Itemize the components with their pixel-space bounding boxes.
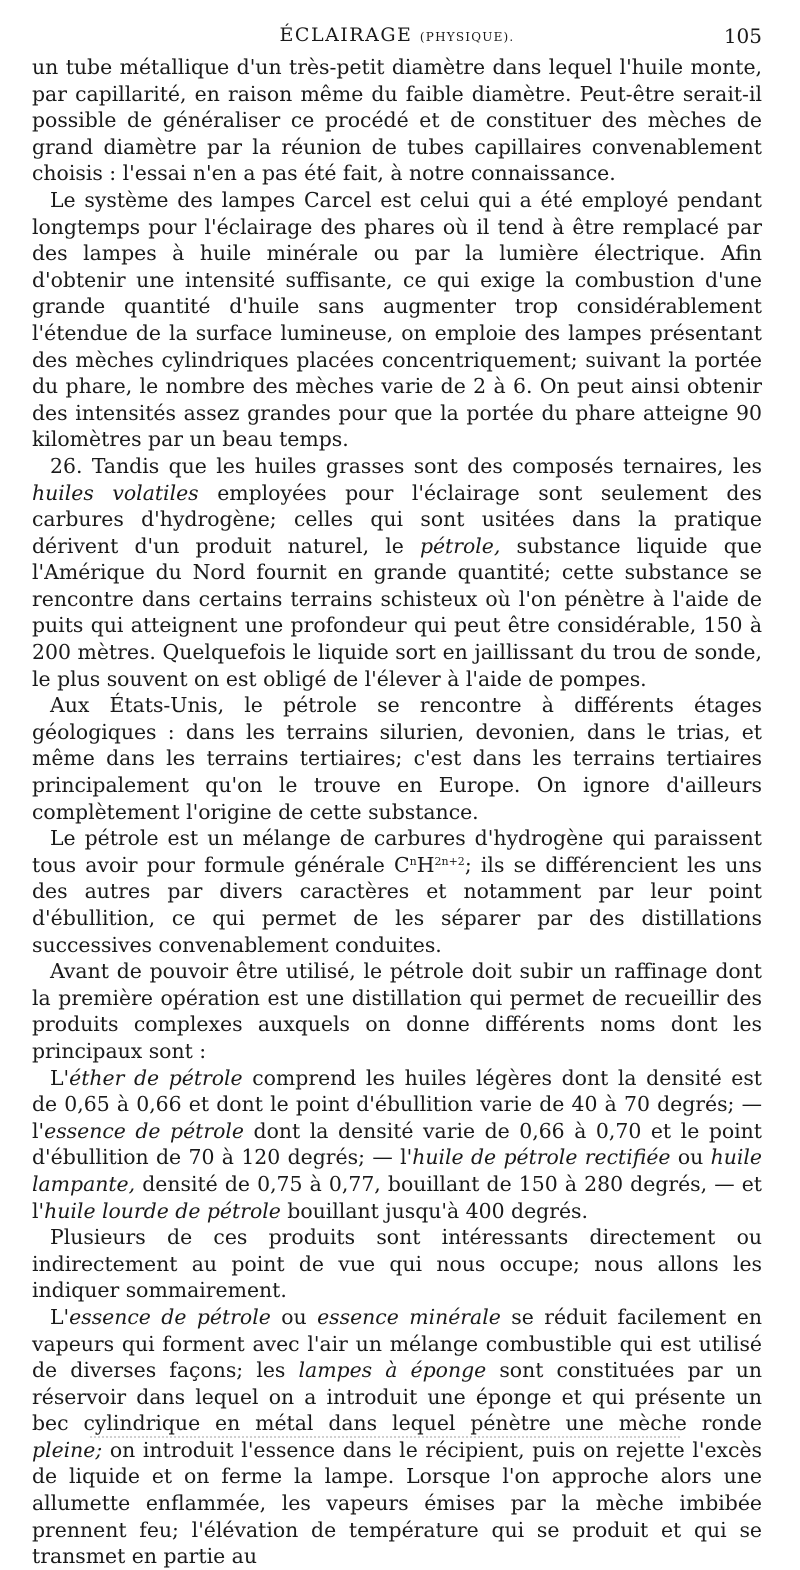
text-run: Plusieurs de ces produits sont intéressants directement ou indirectement au point de vue qui nous occupe; nous allons les indiquer sommairement. (32, 1225, 762, 1303)
text-run: employées pour l'éclairage sont seulement des carbures d'hydrogène; celles qui sont usitées dans la pratique dérivent d'un produit naturel, le (32, 480, 762, 558)
italic-text: huiles volatiles (32, 480, 199, 505)
text-run: bouillant jusqu'à 400 degrés. (280, 1198, 588, 1223)
running-header (32, 24, 762, 54)
text-run: Avant de pouvoir être utilisé, le pétrole doit subir un raffinage dont la première opération est une distillation qui permet de recueillir des produits complexes auxquels on donne différents noms dont les principaux sont : (32, 959, 762, 1063)
italic-text: huile lampante, (32, 1145, 762, 1196)
text-run: un tube métallique d'un très-petit diamètre dans lequel l'huile monte, par capillarité, en raison même du faible diamètre. Peut-être serait-il possible de généraliser ce procédé et de constituer des mèches de grand diamètre par la réunion de tubes capillaires convenablement choisis : l'essai n'en a pas été fait, à notre connaissance. (32, 55, 762, 186)
text-run: dont la densité varie de 0,66 à 0,70 et le point d'ébullition de 70 à 120 degrés; — l' (32, 1118, 762, 1170)
bleed-through-marks (90, 1428, 680, 1438)
paragraph (32, 958, 762, 1064)
text-run: L' (50, 1065, 70, 1090)
italic-text: essence de pétrole (44, 1118, 244, 1143)
page-number: 105 (723, 24, 762, 48)
paragraph (32, 825, 762, 958)
text-run: densité de 0,75 à 0,77, bouillant de 150 à 280 degrés, — et l' (32, 1171, 762, 1223)
text-run: ; ils se différencient les uns des autres par divers caractères et notamment par leur point d'ébullition, ce qui permet de les séparer par des distillations successives convenablement conduites. (32, 852, 762, 957)
text-run: ou (270, 1304, 318, 1329)
italic-text: pétrole, (419, 533, 501, 558)
text-run: on introduit l'essence dans le récipient, puis on rejette l'excès de liquide et on ferme la lampe. Lorsque l'on approche alors une allumette enflammée, les vapeurs émises par la mèche imbibée prennent feu; l'élévation de température qui se produit et qui se transmet en partie au (32, 1437, 762, 1569)
italic-text: huile lourde de pétrole (44, 1198, 281, 1223)
italic-text: essence de pétrole (69, 1304, 271, 1329)
text-run: ou (670, 1145, 711, 1170)
text-run: substance liquide que l'Amérique du Nord fournit en grande quantité; cette substance se rencontre dans certains terrains schisteux où l'on pénètre à l'aide de puits qui atteignent une profondeur qui peut être considérable, 150 à 200 mètres. Quelquefois le liquide sort en jaillissant du trou de sonde, le plus souvent on est obligé de l'élever à l'aide de pompes. (32, 533, 762, 691)
text-run: L' (50, 1304, 70, 1329)
text-run: H (416, 852, 435, 877)
text-run: comprend les huiles légères dont la densité est de 0,65 à 0,66 et dont le point d'ébullition varie de 40 à 70 degrés; — l' (32, 1065, 762, 1143)
paragraph (32, 187, 762, 453)
paragraph (32, 1224, 762, 1304)
text-run: 26. Tandis que les huiles grasses sont des composés ternaires, les (50, 453, 762, 478)
text-run: sont constituées par un réservoir dans lequel on a introduit une éponge et qui présente un bec cylindrique en métal dans lequel pénètre une mèche ronde (32, 1358, 762, 1436)
paragraph (32, 1065, 762, 1225)
text-run: Le pétrole est un mélange de carbures d'hydrogène qui paraissent tous avoir pour formule générale C (32, 826, 762, 877)
header-title: ÉCLAIRAGE (PHYSIQUE). (279, 24, 515, 46)
page-body (32, 54, 762, 1570)
italic-text: éther de pétrole (69, 1065, 243, 1090)
superscript: n (409, 854, 417, 868)
text-run: Le système des lampes Carcel est celui qui a été employé pendant longtemps pour l'éclairage des phares où il tend à être remplacé par des lampes à huile minérale ou par la lumière électrique. Afin d'obtenir une intensité suffisante, ce qui exige la combustion d'une grande quantité d'huile sans augmenter trop considérablement l'étendue de la surface lumineuse, on emploie des lampes présentant des mèches cylindriques placées concentriquement; suivant la portée du phare, le nombre des mèches varie de 2 à 6. On peut ainsi obtenir des intensités assez grandes pour que la portée du phare atteigne 90 kilomètres par un beau temps. (32, 187, 762, 452)
superscript: 2n+2 (434, 854, 465, 868)
header-subtitle: (PHYSIQUE). (419, 30, 515, 44)
paragraph (32, 692, 762, 825)
text-run: se réduit facilement en vapeurs qui forment avec l'air un mélange combustible qui est utilisé de diverses façons; les (32, 1304, 762, 1383)
text-run: Aux États-Unis, le pétrole se rencontre à différents étages géologiques : dans les terrains silurien, devonien, dans le trias, et même dans les terrains tertiaires; c'est dans les terrains tertiaires principalement qu'on le trouve en Europe. On ignore d'ailleurs complètement l'origine de cette substance. (32, 693, 762, 824)
italic-text: huile de pétrole rectifiée (412, 1145, 671, 1170)
paragraph (32, 54, 762, 187)
italic-text: pleine; (32, 1437, 103, 1462)
italic-text: lampes à éponge (298, 1358, 487, 1383)
italic-text: essence minérale (317, 1304, 501, 1329)
paragraph (32, 453, 762, 692)
